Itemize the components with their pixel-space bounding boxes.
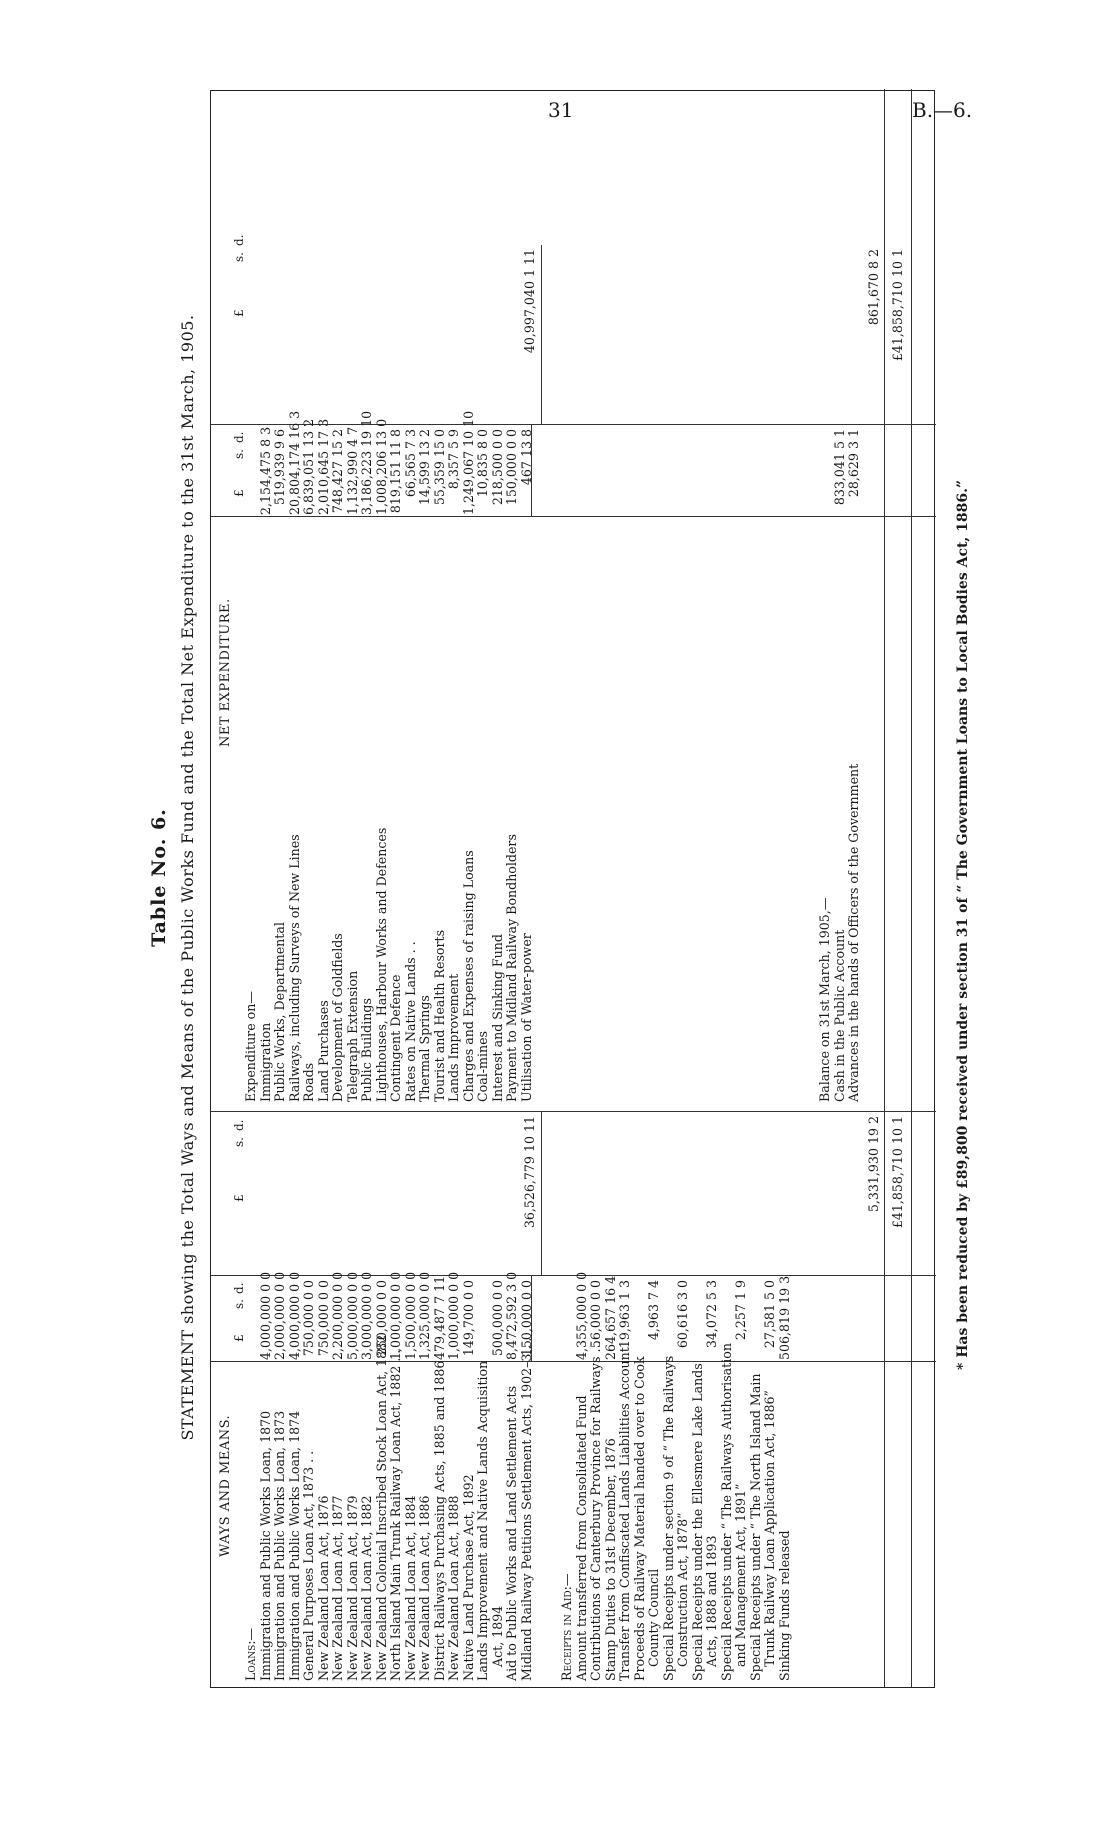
loans-total: 36,526,779 10 11 [522,1116,537,1229]
loans-amount: 1,325,000 0 0 [417,1271,432,1360]
ways-and-means-header: WAYS AND MEANS. [218,1414,233,1557]
loans-amounts [257,1271,536,1360]
balances-label: Cash in the Public Account [831,929,847,1102]
receipts-amount: 4,963 7 4 [646,1280,661,1341]
expenditures-amount: 2,154,475 8 3 [257,426,273,515]
currency-pence: d. [232,1119,246,1131]
receipts-label: Amount transferred from Consolidated Fund [573,1395,589,1681]
expenditure-total: 40,997,040 1 11 [522,249,537,354]
expenditures-amount: 3,186,223 19 10 [359,410,374,515]
currency-shilling: s. [232,1137,246,1147]
expenditures-label: Railways, including Surveys of New Lines [286,834,302,1102]
receipts-label: Trunk Railway Loan Application Act, 1886” [762,1390,777,1667]
balance-total: 861,670 8 2 [866,249,881,326]
loans-labels [243,1334,535,1681]
loans-label: New Zealand Loan Act, 1886 [417,1495,432,1681]
expenditures-amount: 467 13 8 [518,429,534,486]
expenditures-label: Charges and Expenses of raising Loans [460,850,476,1102]
receipts-amount: 2,257 1 9 [733,1280,748,1341]
receipts-label: Transfer from Confiscated Lands Liabilities Account [617,1347,632,1681]
expenditure-amounts [257,410,536,515]
loans-label: General Purposes Loan Act, 1873 . . [301,1450,316,1681]
currency-shilling: s. [232,1299,246,1309]
loans-amount: 250,000 0 0 [373,1280,389,1357]
expenditures-amount: 8,357 5 9 [446,429,461,490]
expenditures-amount: 6,839,051 13 2 [301,418,316,515]
expenditures-amount: 1,008,206 13 0 [373,418,389,515]
receipts-amounts [573,1271,794,1360]
receipts-amount: 34,072 5 3 [704,1280,719,1349]
loans-amount: 150,000 0 0 [518,1280,534,1357]
total-rule [911,89,912,1687]
receipts-label: Stamp Duties to 31st December, 1876 [602,1438,618,1681]
currency-shilling: s. [232,449,246,459]
receipts-amount: 506,819 19 3 [776,1275,792,1360]
loans-amount: 4,000,000 0 0 [257,1271,273,1360]
expenditures-amount: 218,500 0 0 [489,429,505,506]
expenditures-amount: 519,939 9 6 [272,429,287,506]
loans-amount: 3,000,000 0 0 [359,1271,374,1360]
loans-amount: 500,000 0 0 [489,1280,505,1357]
expenditures-label: Public Buildings [359,998,374,1102]
loans-label: Immigration and Public Works Loan, 1873 [272,1410,287,1681]
loans-label: New Zealand Loan Act, 1877 [330,1495,345,1681]
loans-label: Act, 1894 [489,1605,505,1667]
balance-amounts [831,429,863,515]
receipts-total: 5,331,930 19 2 [866,1116,881,1213]
page-number: 31 [548,98,574,122]
loans-label: Lands Improvement and Native Lands Acquisition [475,1360,490,1681]
subtotal-rule [541,245,542,425]
receipts-label: Special Receipts under the Ellesmere Lake Lands [689,1363,705,1681]
receipts-label: Contributions of Canterbury Province for Railways . . [588,1340,603,1681]
balance-heading: Balance on 31st March, 1905,— [817,897,832,1102]
footnote: * Has been reduced by £89,800 received under section 31 of “ The Government Loans to Local Bodies Act, 1886.” [955,479,971,1370]
currency-pound: £ [232,1334,246,1342]
loans-amount: 149,700 0 0 [460,1280,476,1357]
receipts-labels [559,1340,793,1681]
expenditures-amount: 14,599 13 2 [417,429,432,506]
loans-label: North Island Main Trunk Railway Loan Act, 1882 . . [388,1349,403,1681]
expenditures-amount: 55,359 15 0 [431,429,447,506]
expenditures-label: Lands Improvement [446,973,461,1102]
net-expenditure-header: NET EXPENDITURE. [218,598,233,747]
loans-amount: 5,000,000 0 0 [344,1271,360,1360]
column-rule [211,1111,936,1112]
table-frame [210,90,935,1688]
loans-label: Immigration and Public Works Loan, 1874 [286,1410,302,1681]
expenditures-amount: 20,804,174 16 3 [286,410,302,515]
currency-pound: £ [232,489,246,497]
currency-pence: d. [232,234,246,246]
expenditures-label: Utilisation of Water-power [518,933,534,1102]
loans-amount: 4,000,000 0 0 [286,1271,302,1360]
loans-label: New Zealand Colonial Inscribed Stock Loan Act, 1882 [373,1334,389,1681]
expenditures-label: Lighthouses, Harbour Works and Defences [373,827,389,1102]
receipts-amount: 264,657 16 4 [602,1275,618,1360]
loans-amount: 2,200,000 0 0 [330,1271,345,1360]
expenditures-label: Coal-mines [475,1030,490,1102]
loans-amount: 1,500,000 0 0 [402,1271,418,1360]
total-rule [884,89,885,1687]
loans-amount: 1,000,000 0 0 [446,1271,461,1360]
currency-shilling: s. [232,252,246,262]
expenditure-labels [245,518,535,1102]
currency-pence: d. [232,1282,246,1294]
receipts-label: Special Receipts under “ The Railways Authorisation [718,1343,734,1681]
loans-amount: 750,000 0 0 [301,1280,316,1357]
expenditures-amount: 819,151 11 8 [388,429,403,514]
receipts-label: Proceeds of Railway Material handed over to Cook [631,1356,647,1681]
document-code: B.—6. [912,98,973,122]
receipts-label: Construction Act, 1878” [675,1512,690,1667]
loans-amount: 479,487 7 11 [431,1275,447,1360]
expenditures-label: Land Purchases [315,1000,331,1102]
loans-label: New Zealand Loan Act, 1884 [402,1495,418,1681]
receipts-amount: 27,581 5 0 [762,1280,777,1349]
expenditures-amount: 150,000 0 0 [504,429,519,506]
loans-label: Aid to Public Works and Land Settlement Acts [504,1385,519,1681]
receipts-label: and Management Act, 1891” [733,1483,748,1667]
loans-amount: 8,472,592 3 0 [504,1271,519,1360]
expenditures-label: Development of Goldfields [330,933,345,1102]
expenditures-label: Immigration [257,1022,273,1102]
expenditures-amount: 2,010,645 17 3 [315,418,331,515]
expenditures-label: Tourist and Health Resorts [431,929,447,1102]
table-subtitle: STATEMENT showing the Total Ways and Means of the Public Works Fund and the Total Net Expenditure to the 31st March, 1905. [178,314,197,1441]
loans-label: New Zealand Loan Act, 1888 [446,1495,461,1681]
currency-pound: £ [232,1194,246,1202]
expenditures-label: Interest and Sinking Fund [489,934,505,1102]
right-grand-total: £41,858,710 10 1 [890,249,905,362]
loans-label: New Zealand Loan Act, 1882 [359,1495,374,1681]
left-grand-total: £41,858,710 10 1 [890,1116,905,1229]
expenditures-amount: 1,132,990 4 7 [344,426,360,515]
receipts-amount: 60,616 3 0 [675,1280,690,1349]
expenditures-amount: 748,427 15 2 [330,429,345,514]
expenditures-label: Roads [301,1062,316,1102]
loans-label: New Zealand Loan Act, 1876 [315,1495,331,1681]
column-rule [211,1361,936,1362]
receipts-label: Sinking Funds released [776,1530,792,1681]
expenditures-label: Contingent Defence [388,974,403,1102]
receipts-label: Special Receipts under “ The North Island Main [747,1373,763,1681]
expenditure-heading: Expenditure on— [243,991,258,1102]
balance-labels [819,518,863,1102]
expenditures-amount: 66,565 7 3 [402,429,418,498]
loans-amount: 1,000,000 0 0 [388,1271,403,1360]
subtotal-rule [541,1112,542,1276]
expenditures-amount: 1,249,067 10 10 [460,410,476,515]
expenditures-label: Thermal Springs [417,995,432,1102]
balances-amount: 28,629 3 1 [846,429,861,498]
table-title: Table No. 6. [148,808,170,947]
rotated-table [150,55,1040,1700]
loans-amount: 750,000 0 0 [315,1280,331,1357]
loans-label: Immigration and Public Works Loan, 1870 [257,1410,273,1681]
balances-amount: 833,041 5 1 [831,429,847,506]
expenditures-label: Rates on Native Lands . . [402,941,418,1102]
column-rule [211,516,936,517]
expenditures-label: Payment to Midland Railway Bondholders [504,834,519,1102]
receipts-label: Special Receipts under section 9 of “ The Railways [660,1355,676,1681]
loans-heading: Loans:— [243,1627,258,1681]
receipts-heading: Receipts in Aid:— [559,1573,574,1681]
currency-pence: d. [232,431,246,443]
loans-label: New Zealand Loan Act, 1879 [344,1495,360,1681]
expenditures-amount: 10,835 8 0 [475,429,490,498]
receipts-amount: 19,963 1 3 [617,1280,632,1349]
balances-label: Advances in the hands of Officers of the Government [846,763,861,1102]
receipts-label: County Council [646,1568,661,1667]
expenditures-label: Public Works, Departmental [272,922,287,1102]
loans-label: Native Land Purchase Act, 1892 [460,1474,476,1681]
receipts-label: Acts, 1888 and 1893 [704,1535,719,1667]
loans-label: District Railways Purchasing Acts, 1885 and 1886 [431,1360,447,1681]
loans-label: Midland Railway Petitions Settlement Acts, 1902–3 . . [518,1337,534,1681]
currency-pound: £ [232,309,246,317]
expenditures-label: Telegraph Extension [344,970,360,1102]
receipts-amount: 4,355,000 0 0 [573,1271,589,1360]
loans-amount: 2,000,000 0 0 [272,1271,287,1360]
receipts-amount: 56,000 0 0 [588,1280,603,1349]
